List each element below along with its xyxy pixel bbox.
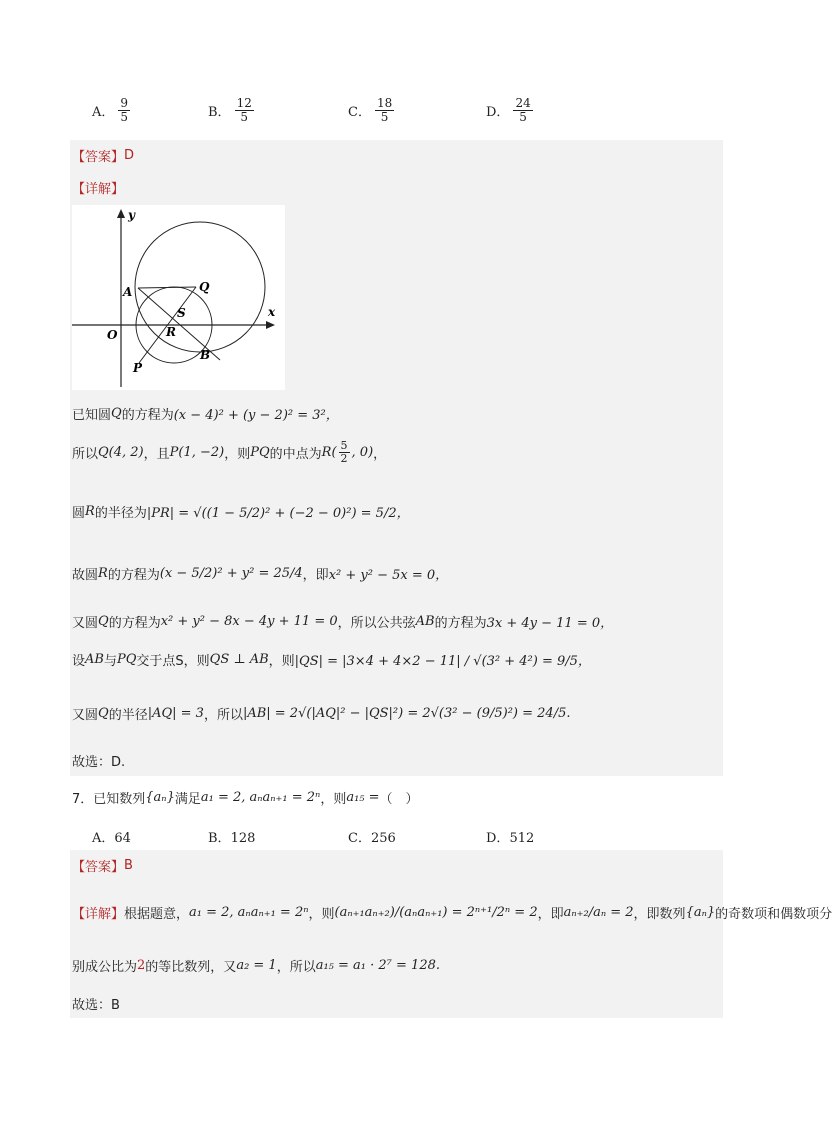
option-letter: B． [208,831,231,846]
text: 与 [103,654,117,669]
label-q: Q [199,280,210,294]
label-a: A [123,285,133,299]
option-letter: A． [92,105,115,120]
option-fraction: $\frac{24}{5}$ [515,96,531,124]
highlight-value: 2 [137,958,146,973]
option-d [486,97,533,124]
text: 的方程为 [107,568,160,583]
text: ，所以 [276,960,316,975]
answer-line [72,146,134,165]
text: 圆 [72,506,86,521]
math: 3x + 4y − 11 = 0， [486,616,614,631]
text: 的奇数项和偶数项分 [715,907,832,922]
q7-option-b [208,827,255,846]
option-c [348,97,394,124]
circle-diagram [72,205,285,390]
option-fraction: $\frac{12}{5}$ [236,96,252,124]
math: a₁ = 2, aₙaₙ₊₁ = 2ⁿ [200,790,321,805]
text: 设 [72,654,86,669]
q7-answer-band [70,850,723,1018]
text: ，则 [320,792,347,807]
text: ，则 [224,447,251,462]
math: R( [321,445,337,460]
text: 的半径 [108,708,148,723]
q7-option-a [92,827,131,846]
q7-option-c [348,827,396,846]
math: R [98,566,108,581]
text: 的等比数列，又 [145,960,237,975]
math: Q [98,706,109,721]
option-fraction: $\frac{9}{5}$ [120,96,129,124]
text: 的半径为 [94,506,147,521]
label-b: B [200,348,211,362]
math: QS ⊥ AB [209,652,269,667]
text: 别成公比为 [72,960,138,975]
text: 又圆 [72,616,99,631]
text: 故圆 [72,568,99,583]
answer-value: D [124,148,135,163]
math: a₁₅ = [346,790,380,805]
math: |QS| = |3×4 + 4×2 − 11| / √(3² + 4²) = 9/5， [294,654,591,669]
option-value: 512 [509,831,535,846]
answer-tag: 【答案】 [72,860,125,875]
math: a₂ = 1 [236,958,277,973]
text: ，所以公共弦 [337,616,416,631]
q7-detail-line-1 [72,903,832,922]
math: AB [85,652,104,667]
q7-detail-line-3 [72,994,120,1013]
text: 满足 [174,792,201,807]
text: 的方程为 [121,408,174,423]
text: ，则 [308,907,335,922]
detail-heading [72,178,124,197]
math: (x − 4)² + (y − 2)² = 3²， [173,408,339,423]
text: ， [373,447,387,462]
text: 故选：B [72,998,120,1013]
math: (x − 5/2)² + y² = 25/4 [159,566,303,581]
math: |AB| = 2√(|AQ|² − |QS|²) = 2√(3² − (9/5)²) = 24/5. [242,706,571,721]
math: P(1, −2) [169,445,225,460]
text: （ ） [379,792,419,807]
detail-tag: 【详解】 [72,182,125,197]
solution-line-8 [72,751,125,770]
option-letter: D． [486,105,510,120]
text: ，即数列 [633,907,686,922]
math: x² + y² − 8x − 4y + 11 = 0 [160,614,338,629]
math: Q(4, 2) [98,445,144,460]
label-s: S [177,306,186,320]
math: PQ [116,652,137,667]
math: Q [111,406,122,421]
label-x: x [268,305,276,319]
fraction: 5 2 [340,439,348,465]
math: x² + y² − 5x = 0， [328,568,449,583]
label-y: y [128,208,135,222]
q7-answer-line [72,856,133,875]
solution-line-7 [72,704,570,723]
math: (aₙ₊₁aₙ₊₂)/(aₙaₙ₊₁) = 2ⁿ⁺¹/2ⁿ = 2 [334,905,538,920]
text: 又圆 [72,708,99,723]
math: AB [415,614,435,629]
math: |PR| = √((1 − 5/2)² + (−2 − 0)²) = 5/2， [146,506,410,521]
detail-tag: 【详解】 [72,907,125,922]
text: 故选：D. [72,755,126,770]
option-letter: C． [348,105,371,120]
text: ，所以 [203,708,243,723]
math: Q [98,614,109,629]
math: {aₙ} [685,905,716,920]
option-value: 256 [370,831,396,846]
math: PQ [250,445,270,460]
option-letter: D． [486,831,510,846]
label-r: R [166,325,176,339]
text: ，即 [537,907,564,922]
option-fraction: $\frac{18}{5}$ [376,96,393,124]
solution-line-5 [72,612,613,631]
text: 7．已知数列 [72,792,146,807]
answer-tag: 【答案】 [72,150,125,165]
text: ，即 [302,568,329,583]
option-value: 64 [114,831,131,846]
text: 的方程为 [108,616,161,631]
math: a₁ = 2, aₙaₙ₊₁ = 2ⁿ [189,905,309,920]
text: 根据题意， [124,907,190,922]
text: 交于点S，则 [136,654,210,669]
label-p: P [133,361,143,375]
text: 的方程为 [434,616,487,631]
solution-line-4 [72,564,448,583]
solution-line-6 [72,650,591,669]
option-letter: C． [348,831,371,846]
math: , 0) [351,445,374,460]
math: {aₙ} [145,790,175,805]
text: ，则 [268,654,295,669]
text: 所以 [72,447,99,462]
label-o: O [107,328,118,342]
option-value: 128 [230,831,256,846]
option-letter: B． [208,105,231,120]
math: a₁₅ = a₁ · 2⁷ = 128. [315,958,440,973]
q7-stem [72,788,419,807]
option-a [92,97,130,124]
math: R [85,504,95,519]
text: ，且 [143,447,170,462]
solution-line-3 [72,502,410,521]
math: aₙ₊₂/aₙ = 2 [563,905,634,920]
text: 已知圆 [72,408,112,423]
q7-option-d [486,827,534,846]
answer-value: B [124,858,133,873]
math: |AQ| = 3 [147,706,204,721]
solution-line-2 [72,440,386,465]
text: 的中点为 [269,447,322,462]
option-letter: A． [92,831,115,846]
solution-line-1 [72,404,339,423]
option-b [208,97,254,124]
q7-detail-line-2 [72,956,440,975]
